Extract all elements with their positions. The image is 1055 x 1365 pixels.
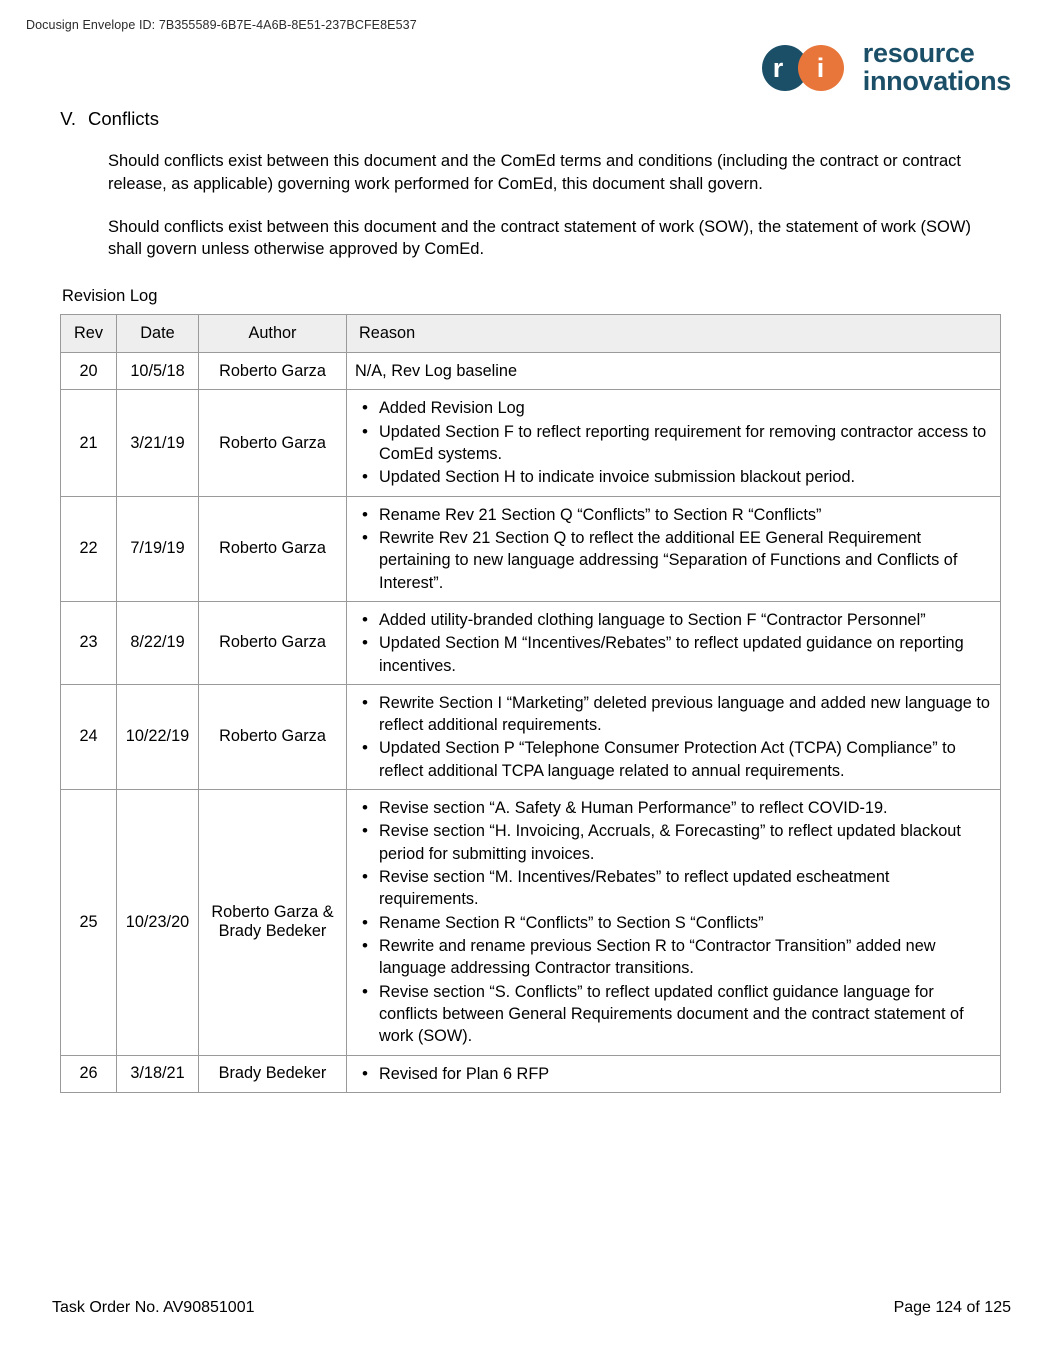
logo-word-resource: resource xyxy=(862,38,975,68)
revision-log-label: Revision Log xyxy=(62,287,158,306)
cell-author: Roberto Garza xyxy=(199,353,347,390)
table-row xyxy=(61,1055,1001,1092)
reason-bullet: • Revise section “M. Incentives/Rebates” to reflect updated escheatment requirements. xyxy=(377,866,992,911)
reason-bullet: • Revise section “H. Invoicing, Accruals, & Forecasting” to reflect updated blackout period for submitting invoices. xyxy=(377,820,992,865)
reason-bullet: • Updated Section P “Telephone Consumer Protection Act (TCPA) Compliance” to reflect additional TCPA language related to annual requirements. xyxy=(377,737,992,782)
cell-date: 7/19/19 xyxy=(117,496,199,601)
cell-author: Roberto Garza xyxy=(199,684,347,789)
reason-bullet-list xyxy=(355,1063,992,1085)
reason-bullet-list xyxy=(355,504,992,594)
cell-date: 8/22/19 xyxy=(117,601,199,684)
logo-letter-i: i xyxy=(816,52,825,83)
table-row xyxy=(61,353,1001,390)
logo-wordmark xyxy=(863,40,1011,95)
reason-bullet-list xyxy=(355,397,992,488)
reason-bullet: • Rename Section R “Conflicts” to Section S “Conflicts” xyxy=(377,912,992,934)
cell-reason xyxy=(347,390,1001,496)
reason-bullet: • Rewrite Section I “Marketing” deleted previous language and added new language to reflect additional requirements. xyxy=(377,692,992,737)
cell-rev: 25 xyxy=(61,790,117,1055)
docusign-envelope-id: Docusign Envelope ID: 7B355589-6B7E-4A6B-8E51-237BCFE8E537 xyxy=(26,18,417,32)
footer-task-order: Task Order No. AV90851001 xyxy=(52,1299,255,1316)
footer-page-number: Page 124 of 125 xyxy=(893,1299,1011,1316)
logo-word-innovations: innovations xyxy=(862,65,1011,96)
cell-author: Roberto Garza xyxy=(199,390,347,496)
section-number: V. xyxy=(60,108,76,129)
cell-date: 3/18/21 xyxy=(117,1055,199,1092)
reason-bullet: • Revise section “A. Safety & Human Performance” to reflect COVID-19. xyxy=(377,797,992,819)
reason-bullet: • Added Revision Log xyxy=(377,397,992,419)
logo-mark-icon xyxy=(762,45,850,91)
cell-rev: 21 xyxy=(61,390,117,496)
table-row xyxy=(61,390,1001,496)
reason-bullet-list xyxy=(355,797,992,1047)
cell-date: 3/21/19 xyxy=(117,390,199,496)
reason-bullet: • Revised for Plan 6 RFP xyxy=(377,1063,992,1085)
cell-author: Roberto Garza xyxy=(199,496,347,601)
cell-rev: 23 xyxy=(61,601,117,684)
reason-bullet-list xyxy=(355,609,992,677)
resource-innovations-logo xyxy=(762,40,1011,95)
section-title: Conflicts xyxy=(88,108,159,129)
page-footer xyxy=(52,1299,1011,1317)
reason-bullet: • Updated Section F to reflect reporting requirement for removing contractor access to ComEd systems. xyxy=(377,421,992,466)
column-header-author: Author xyxy=(199,315,347,353)
section-paragraph-2: Should conflicts exist between this document and the contract statement of work (SOW), the statement of work (SOW) shall govern unless otherwise approved by ComEd. xyxy=(108,217,971,259)
cell-date: 10/5/18 xyxy=(117,353,199,390)
cell-reason xyxy=(347,496,1001,601)
cell-date: 10/22/19 xyxy=(117,684,199,789)
cell-reason xyxy=(347,601,1001,684)
reason-text: N/A, Rev Log baseline xyxy=(355,362,518,381)
cell-rev: 26 xyxy=(61,1055,117,1092)
logo-letter-r: r xyxy=(772,52,784,83)
cell-author: Roberto Garza xyxy=(199,601,347,684)
reason-bullet: • Updated Section H to indicate invoice submission blackout period. xyxy=(377,466,992,488)
reason-bullet: • Revise section “S. Conflicts” to reflect updated conflict guidance language for conflicts between General Requirements document and the contract statement of work (SOW). xyxy=(377,981,992,1048)
cell-reason xyxy=(347,353,1001,390)
cell-author: Brady Bedeker xyxy=(199,1055,347,1092)
section-heading xyxy=(50,108,1005,130)
table-header-row xyxy=(61,315,1001,353)
table-row xyxy=(61,496,1001,601)
table-row xyxy=(61,790,1001,1055)
reason-bullet: • Rewrite and rename previous Section R to “Contractor Transition” added new language addressing Contractor transitions. xyxy=(377,935,992,980)
column-header-rev: Rev xyxy=(61,315,117,353)
cell-rev: 22 xyxy=(61,496,117,601)
column-header-date: Date xyxy=(117,315,199,353)
revision-log-table xyxy=(60,314,1001,1093)
reason-bullet-list xyxy=(355,692,992,782)
cell-reason xyxy=(347,1055,1001,1092)
column-header-reason: Reason xyxy=(347,315,1001,353)
document-body xyxy=(50,108,1005,1093)
cell-date: 10/23/20 xyxy=(117,790,199,1055)
table-row xyxy=(61,684,1001,789)
section-paragraph-1: Should conflicts exist between this document and the ComEd terms and conditions (including the contract or contract release, as applicable) governing work performed for ComEd, this document shall govern. xyxy=(108,152,961,193)
cell-author: Roberto Garza & Brady Bedeker xyxy=(199,790,347,1055)
reason-bullet: • Rename Rev 21 Section Q “Conflicts” to Section R “Conflicts” xyxy=(377,504,992,526)
cell-reason xyxy=(347,684,1001,789)
reason-bullet: • Rewrite Rev 21 Section Q to reflect the additional EE General Requirement pertaining to new language addressing “Separation of Functions and Conflicts of Interest”. xyxy=(377,527,992,594)
cell-rev: 24 xyxy=(61,684,117,789)
cell-reason xyxy=(347,790,1001,1055)
reason-bullet: • Added utility-branded clothing language to Section F “Contractor Personnel” xyxy=(377,609,992,631)
table-row xyxy=(61,601,1001,684)
cell-rev: 20 xyxy=(61,353,117,390)
reason-bullet: • Updated Section M “Incentives/Rebates” to reflect updated guidance on reporting incentives. xyxy=(377,632,992,677)
